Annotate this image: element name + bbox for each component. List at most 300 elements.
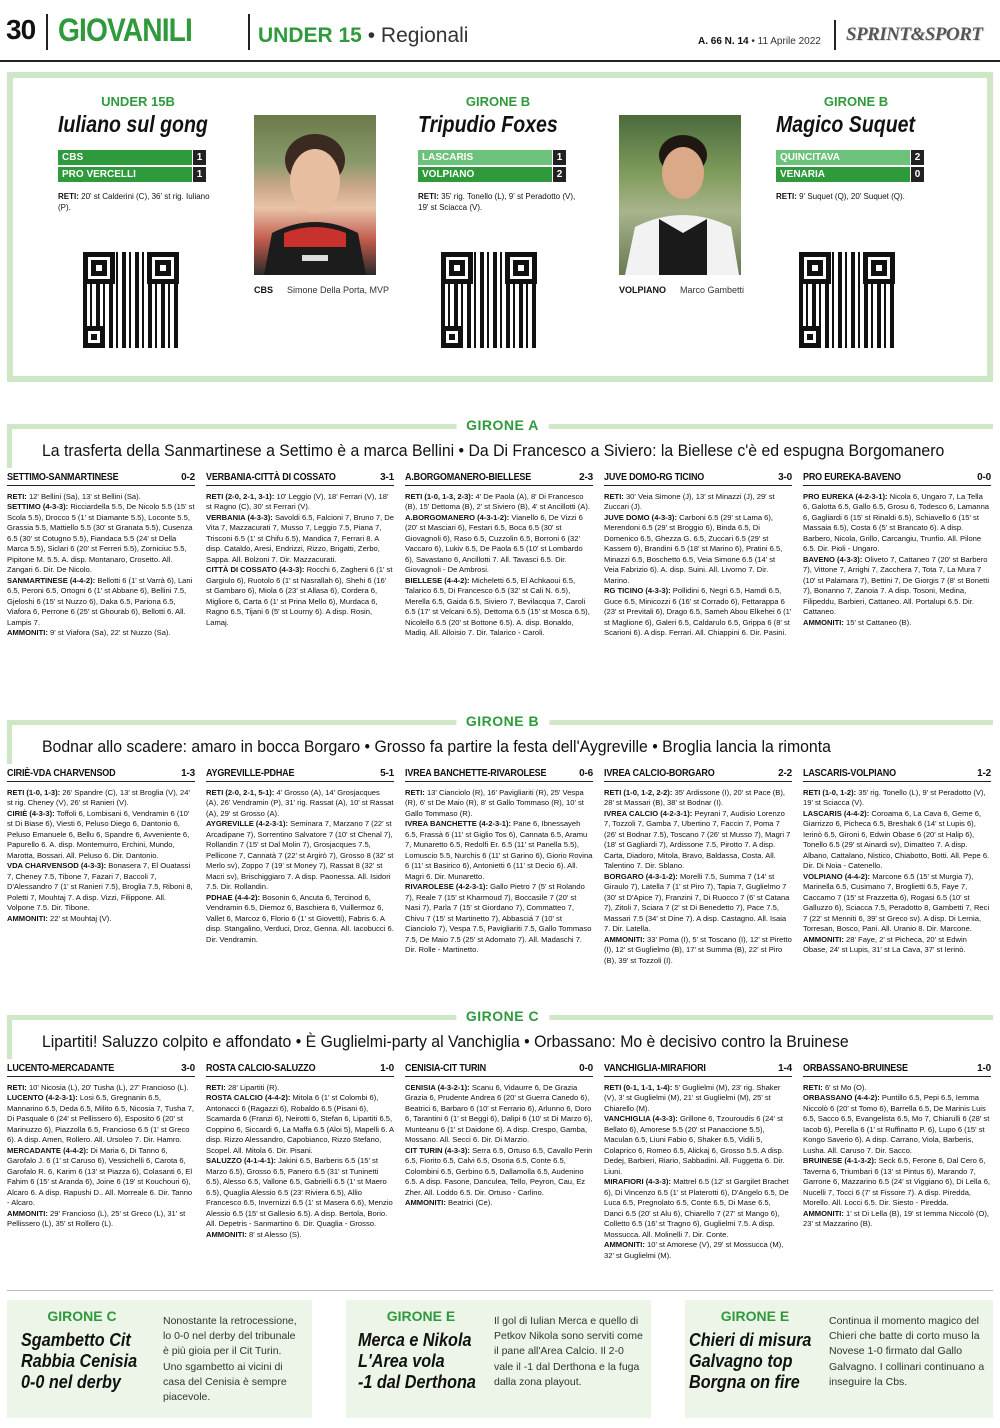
section-subtitle: UNDER 15 • Regionali [258, 24, 469, 47]
paragraph-text: Bosonin 6, Ancuta 6, Tercinod 6, Vendramin 6.5, Diemoz 6, Baschiera 6, Vuillermoz 6, Vallet 6, Marcoz 6, Florio 6 (1' st Giovetti), Fabris 6. A disp. Stangalino, Verduci, Droz, Genna. All. Iacobucci 6. Dir. Vendramin. [206, 892, 394, 944]
match-report [803, 768, 991, 956]
match-header [803, 472, 991, 486]
match-paragraph [7, 1093, 195, 1145]
match-body [604, 1083, 792, 1261]
match-body [604, 788, 792, 966]
paragraph-text: Carboni 6.5 (29' st Lama 6), Merendoni 6.5 (29' st Broggio 6), Binda 6.5, Di Domenico 6.5, Ghezza G. 6.5, Zuccari 6.5 (29' st Kassem 6), Brandini 6.5 (18' st Marino 6), Pratini 6.5, Minazzi 6.5, Boschetto 6.5, Veia Simone 6.5 (14' st Veia Fabrizio 6). A. disp. Suini. All. Livorno 7. Dir. Marino. [604, 512, 783, 585]
paragraph-text: Oliveto 7, Cattaneo 7 (20' st Barbero 7), Vittone 7, Arrighi 7, Zacchera 7, Tota 7, La Mura 7 (10' st Palamara 7), Bettini 7, De Giorgis 7 (8' st Bonetti 7), Bonanno 7, Zanoia 7. A disp. Tosoni, Medina, Filipeddu, Barbieri, Cattaneo. All. Portalupi 6.5. Dir. Cattaneo. [803, 554, 990, 617]
goals-summary [776, 192, 934, 203]
match-paragraph [803, 1209, 991, 1230]
match-header [405, 1063, 593, 1077]
paragraph-text: Micheletti 6.5, El Achkaoui 6.5, Talarico 6.5, Di Francesco 6.5 (32' st Cali N. 6.5), Merella 6.5, Gaida 6.5, Siviero 7, Bevilacqua 7, Caroli 6.5 (17' st Velcani 6.5), Dettoma 6.5 (15' st Mosca 6.5), Nicolello 6.5 (20' st Bottone 6.5). A. disp. Bonaldo, Madiq. All. Alloisio 7. Dir. Talarico - Caroli. [405, 575, 590, 638]
paragraph-text: 5' Guglielmi (M), 23' rig. Shaker (V), 3' st Guglielmi (M), 21' st Guglielmi (M), 25' st Chiarello (M). [604, 1083, 781, 1113]
match-paragraph [604, 1240, 792, 1261]
paragraph-text: Seminara 7, Marzano 7 (22' st Arcadipane 7), Sorrentino Salvatore 7 (10' st Chenal 7), Rollandin 7 (15' st Dal Molin 7), Grosjacques 7.5, Pellicone 7, Cannatà 7 (22' st Argirò 7), Grosso 8 (32' st Merlo sv), Zoppo 7 (19' st Money 7), Rassat 8 (32' st Macri sv), Brischiggiaro 7. A disp. Paonessa. All. Isidori 7.5. Dir. Rollandin. [206, 819, 394, 892]
match-score: 1-0 [977, 1063, 991, 1074]
paragraph-text: Jakini 6.5, Barberis 6.5 (15' st Marzo 6.5), Grosso 6.5, Panero 6.5 (31' st Tuninetti 6.5), Alesso 6.5, Vallone 6.5, Gabrielli 6.5 (1' st Maero 6.5), Quaglia Alessio 6.5 (23' Riviera 6.5), Allio Francesco 6.5, Invernizzi 6.5 (1' st Masera 6.6), Menzio Alessio 6.5 (15' st Gallesio 6.5). A disp. Bertola, Borio. All. Depetris - Sanmartino 6. Dir. Quaglia - Grosso. [206, 1156, 393, 1229]
match-score: 2-3 [579, 472, 593, 483]
paragraph-label: RETI (1-0, 1-2): [803, 788, 857, 797]
paragraph-text: Gallo Pietro 7 (5' st Rolando 7), Reale 7 (15' st Kharmoud 7), Boccasile 7 (20' st Nasi 7), Parla 7 (15' st Giordano 7), Commatteo 7, Chivu 7 (15' st Martinetto 7), Abbasciá 7 (10' st Cianciolo 7), Vespa 7.5, Pavigliariti 7.5, Gallo Tommaso 7.5, De Maio 7.5 (25' st Adornato 7). All. Madaschi 7. Dir. Rolle - Martinetto. [405, 882, 592, 955]
issue-number: A. 66 N. 14 [698, 36, 749, 47]
publication-logo: SPRINT&SPORT [846, 24, 983, 45]
match-paragraph [7, 809, 195, 861]
match-paragraph [405, 819, 593, 882]
match-header [604, 768, 792, 782]
match-body [604, 492, 792, 639]
match-score: 3-1 [380, 472, 394, 483]
issue-info: A. 66 N. 14 • 11 Aprile 2022 [698, 36, 821, 47]
match-teams: ROSTA CALCIO-SALUZZO [206, 1063, 316, 1074]
paragraph-label: RETI: [7, 1083, 27, 1092]
paragraph-label: IVREA CALCIO (4-2-3-1): [604, 808, 693, 818]
paragraph-label: AMMONITI: [7, 913, 48, 923]
paragraph-label: VANCHIGLIA (4-3-3): [604, 1114, 678, 1124]
paragraph-label: AMMONITI: [7, 628, 48, 638]
match-body [803, 1083, 991, 1230]
paragraph-label: RETI (1-0, 1-3, 2-3): [405, 492, 474, 501]
paragraph-text: 4' De Paola (A), 8' Di Francesco (B), 15' Dettoma (B), 2' st Siviero (B), 4' st Ancillotti (A). [405, 492, 590, 512]
match-paragraph [7, 628, 195, 638]
header-divider [248, 14, 250, 50]
paragraph-label: RETI: [604, 492, 624, 501]
match-paragraph [803, 809, 991, 872]
paragraph-text: Scanu 6, Vidaurre 6, De Grazia Grazia 6, Prudente Andrea 6 (20' st Guerra Canedo 6), Beatrici 6, Barbaro 6 (10' st Ferrario 6), Arlunno 6, Doro 6, Tarantini 6 (1' st Beggi 6), Dalipi 6 (10' st Di Marzo 6), Munteanu 6 (1' st Daidone 6). A disp. Crespo, Gamba, Mossano. All. Secci 6. Dir. Di Marzio. [405, 1083, 593, 1145]
match-report [604, 1063, 792, 1261]
match-paragraph [405, 513, 593, 576]
paragraph-text: 33' Poma (I), 5' st Toscano (I), 12' st Piretto (I), 12' st Guglielmo (B), 17' st Summa (B), 22' st Piro (B), 39' st Tozzoli (I). [604, 934, 792, 965]
match-report [7, 1063, 195, 1230]
match-teams: IVREA BANCHETTE-RIVAROLESE [405, 768, 547, 779]
girone-label: GIRONE B [456, 713, 549, 729]
match-paragraph [206, 788, 394, 819]
player-silhouette-icon [254, 115, 376, 275]
paragraph-text: 12' Bellini (Sa), 13' st Bellini (Sa). [28, 492, 141, 501]
match-paragraph [7, 576, 195, 628]
paragraph-label: IVREA BANCHETTE (4-2-3-1): [405, 819, 512, 829]
paragraph-label: RETI: [405, 788, 425, 797]
score-row [418, 167, 566, 182]
match-score: 0-0 [977, 472, 991, 483]
match-header [7, 1063, 195, 1077]
match-score: 1-4 [778, 1063, 792, 1074]
paragraph-text: Marcone 6.5 (15' st Murgia 7), Marinella 6.5, Cusimano 7, Broglietti 6.5, Faye 7, Caccamo 7 (15' st Frazzetta 6), Rogasi 6.5 (10' st Galluzzo 6), Sciacca 7.5, Peradotto 8, Gambetti 7, Reci 7 (22' st Menniti 6, 39' st Greco sv). A disp. Di Lernia, Torresan, Bosco, Pani. All. Uranio 8. Dir. Marcone. [803, 871, 990, 934]
match-paragraph [803, 1093, 991, 1156]
match-teams: CIRIÈ-VDA CHARVENSOD [7, 768, 116, 779]
paragraph-label: JUVE DOMO (4-3-3): [604, 512, 677, 522]
paragraph-label: RETI (1-0, 1-3): [7, 788, 61, 797]
match-paragraph [7, 502, 195, 575]
paragraph-label: AMMONITI: [7, 1208, 48, 1218]
match-body [7, 1083, 195, 1230]
score-row [58, 150, 206, 165]
caption-team: VOLPIANO [619, 285, 667, 295]
match-teams: CENISIA-CIT TURIN [405, 1063, 486, 1074]
summary-text: Nonostante la retrocessione, lo 0-0 nel derby del tribunale è più gioia per il Cit Turin. Uno sgambetto ai vicini di casa del Cenisia è sempre piacevole. [163, 1315, 297, 1404]
paragraph-text: Savoldi 6.5, Falcioni 7, Bruno 7, De Vita 7, Mazzacurati 7, Musso 7, Leggio 7.5, Piana 7, Trisconi 6.5 (1' st Chifu 6.5), Mandica 7, Ferrari 8. A disp. Cataldo, Aresi, Endrizzi, Rizzo, Brigatti, Zerbo, Sappa. All. Bolzoni 7. Dir. Mazzacurati. [206, 512, 394, 564]
paragraph-label: AMMONITI: [206, 1229, 247, 1239]
paragraph-text: Seck 6.5, Ferone 6, Dal Cero 6, Taverna 6, Triumbari 6 (13' st Pintus 6), Marando 7, Garrone 6, Mazzarino 6.5 (24' st Viggiano 6), Di Lella 6, Nucelli 7, Tocci 6 (7' st Fissore 7). A disp. Piredda, Morello. All. Locci 6.5. Dir. Siesto - Piredda. [803, 1156, 991, 1208]
feature-category: GIRONE B [465, 94, 531, 109]
match-body [803, 788, 991, 956]
match-paragraph [405, 1146, 593, 1198]
team-name: VOLPIANO [418, 167, 552, 182]
paragraph-label: AMMONITI: [803, 617, 844, 627]
section-title: GIOVANILI [58, 12, 192, 48]
match-paragraph [206, 565, 394, 628]
paragraph-text: Vianello 6, De Vizzi 6 (20' st Masciari 6), Festari 6.5, Boca 6.5 (30' st Giovagnoli 6), Raso 6.5, Cuzzolin 6.5, Borroni 6 (32' Vaccaro 6), Lukiv 6.5, De Paola 6.5 (10' st Lombardo 6), Savastano 6, Ancillotti 7. All. Tavasci 6.5. Dir. Giovagnoli - De Ambrosi. [405, 512, 583, 575]
paragraph-label: AMMONITI: [405, 1198, 446, 1208]
match-paragraph [803, 872, 991, 935]
paragraph-text: 28' Faye, 2' st Picheca, 20' st Edwin Obase, 24' st Lupis, 31' st La Cava, 37' st Ierinò. [803, 934, 967, 955]
paragraph-label: MERCADANTE (4-4-2): [7, 1145, 89, 1155]
paragraph-label: RETI (1-0, 1-2, 2-2): [604, 788, 673, 797]
paragraph-text: 13' Cianciolo (R), 16' Pavigliariti (R), 25' Vespa (R), 6' st De Maio (R), 8' st Gallo Tommaso (R), 10' st Gallo Tommaso (R). [405, 788, 584, 818]
match-body [206, 492, 394, 628]
paragraph-text: Pollidini 6, Negri 6.5, Hamdi 6.5, Guce 6.5, Minicozzi 6 (16' st Corrado 6), Fettarappa 6 (23' st Previtali 6), Drago 6.5, Sameh Abou Elkehei 6 (1' st Maglione 6), Galeri 6.5, Caldarulo 6.5, Grippa 6 (8' st Scarioni 6). A disp. Ferrari. All. Chiappini 6. Dir. Pasini. [604, 586, 792, 638]
paragraph-text: 15' st Cattaneo (B). [846, 617, 912, 627]
goals-label: RETI: [776, 192, 797, 201]
match-score: 1-2 [977, 768, 991, 779]
scoreboard [776, 150, 924, 182]
match-paragraph [405, 1083, 593, 1146]
match-paragraph [604, 809, 792, 872]
match-header [206, 768, 394, 782]
summary-title [21, 1330, 137, 1394]
player-photo [254, 115, 376, 275]
feature-title: Iuliano sul gong [58, 111, 208, 137]
match-report [206, 1063, 394, 1240]
team-score: 1 [193, 150, 206, 165]
featured-matches-box [7, 72, 993, 382]
girone-b-banner [7, 713, 993, 764]
goals-text: 35' rig. Tonello (L), 9' st Peradotto (V), 19' st Sciacca (V). [418, 192, 576, 212]
match-header [604, 472, 792, 486]
paragraph-text: Coroama 6, La Cava 6, Geme 6, Giarrizzo 6, Picheca 6.5, Breshak 6 (14' st Lupis 6), Ierinò 6.5, Gironi 6, Edwin Obase 6 (20' st Halip 6), Tonello 6.5 (29' st Ainardi sv), Dimatteo 7. A disp. Albano, Cattalano, Nistico, Chiabotto, Botti. All. Pepe 6. Dir. Di Noia - Catenello. [803, 808, 990, 871]
girone-c-banner [7, 1008, 993, 1059]
match-score: 0-0 [579, 1063, 593, 1074]
feature-category: UNDER 15B [101, 94, 175, 109]
caption-team: CBS [254, 285, 274, 295]
paragraph-label: ORBASSANO (4-4-2): [803, 1093, 880, 1103]
feature-category: GIRONE B [823, 94, 889, 109]
goals-label: RETI: [418, 192, 439, 201]
title-line: Sgambetto Cit [21, 1330, 131, 1350]
divider [7, 1290, 993, 1291]
match-header [206, 472, 394, 486]
team-name: CBS [58, 150, 192, 165]
match-paragraph [604, 1177, 792, 1240]
paragraph-label: VDA CHARVENSOD (4-3-3): [7, 861, 107, 871]
match-paragraph [803, 935, 991, 956]
match-body [7, 492, 195, 639]
match-paragraph [206, 1093, 394, 1156]
team-name: PRO VERCELLI [58, 167, 192, 182]
match-header [7, 768, 195, 782]
scoreboard [58, 150, 206, 182]
feature-title: Tripudio Foxes [418, 111, 558, 137]
paragraph-label: RETI: [7, 492, 27, 501]
girone-label: GIRONE A [456, 417, 549, 433]
match-body [206, 788, 394, 945]
match-paragraph [803, 555, 991, 618]
paragraph-text: Morelli 7.5, Summa 7 (14' st Giraulo 7), Latella 7 (1' st Piro 7), Tapia 7, Guglielmo 7 (30' st D'Apice 7), Franzini 7, Di Ruocco 7 (6' st Catana 7), Zitoli 7, Sciara 7 (2' st Di Benedetto 7), Pace 7.5, Massari 7.5 (34' st Dine 7). A disp. Castagno. All. Isaia 7. Dir. Latella. [604, 871, 790, 934]
match-header [803, 768, 991, 782]
qr-code-icon[interactable] [799, 252, 895, 348]
goals-text: 9' Suquet (Q), 20' Suquet (Q). [799, 192, 905, 201]
paragraph-label: AMMONITI: [604, 1240, 645, 1250]
match-paragraph [803, 492, 991, 555]
match-teams: ORBASSANO-BRUINESE [803, 1063, 908, 1074]
paragraph-text: Peyrani 7, Audisio Lorenzo 7, Tozzoli 7, Gamba 7, Ubertino 7, Faccin 7, Poma 7 (26' st Bodnar 7.5), Toscano 7 (26' st Musso 7), Magri 7 (18' st Gagliardi 7), Ardissone 7.5, Pirotto 7. A disp. Carta, Diadoro, Mitola, Bravo, Baldassa, Costa. All. Talentino 7. Dir. Sblano. [604, 808, 791, 871]
match-report [206, 472, 394, 628]
paragraph-label: PRO EUREKA (4-2-3-1): [803, 492, 888, 501]
paragraph-label: RETI (2-0, 2-1, 3-1): [206, 492, 275, 501]
match-score: 0-6 [579, 768, 593, 779]
photo-caption [254, 285, 389, 295]
paragraph-label: RETI: [803, 1083, 823, 1092]
match-teams: LUCENTO-MERCADANTE [7, 1063, 115, 1074]
feature-card [776, 94, 940, 203]
title-line: Rabbia Cenisia [21, 1351, 138, 1372]
match-paragraph [604, 492, 792, 513]
paragraph-label: RIVAROLESE (4-2-3-1): [405, 882, 488, 892]
match-teams: IVREA CALCIO-BORGARO [604, 768, 715, 779]
match-paragraph [405, 788, 593, 819]
match-paragraph [405, 1198, 593, 1208]
team-name: LASCARIS [418, 150, 552, 165]
paragraph-label: A.BORGOMANERO (4-3-1-2): [405, 512, 510, 522]
match-paragraph [7, 492, 195, 502]
paragraph-text: 29' Francioso (L), 25' st Greco (L), 31' st Pellissero (L), 35' st Rollero (L). [7, 1208, 186, 1229]
summary-box [685, 1300, 993, 1418]
match-paragraph [206, 1230, 394, 1240]
match-header [405, 472, 593, 486]
paragraph-text: 4' Grosso (A), 14' Grosjacques (A), 26' Vendramin (P), 31' rig. Rassat (A), 10' st Rassat (A), 29' st Grosso (A). [206, 788, 394, 818]
paragraph-label: BORGARO (4-3-1-2): [604, 871, 678, 881]
paragraph-text: Pane 6, Ibnessayeh 6.5, Frassà 6 (11' st Giglio Tos 6), Cannata 6.5, Aramu 7, Munaretto 6.5, Redolfi Er. 6.5 (11' st Panella 5.5), Lomuscio 5.5, Nurchis 6 (11' st Garino 6), Giorio Rovina 6 (11' st Basirico 6), Antonietti 6 (11' st Decio 6). All. Magri 6. Dir. Munaretto. [405, 819, 593, 881]
match-header [405, 768, 593, 782]
paragraph-text: Bonasera 7, El Ouatassi 7, Cheney 7.5, Tibone 7, Fazari 7, Baccoli 7, D'Alessandro 7 (1' st Ranieri 7.5), Broglia 7.5, Riboni 8, Poletti 7, Mouhtaj 7. A disp. Vizzi, Filippone. All. Volpone 7.5. Dir. Tibone. [7, 861, 193, 913]
page-header [0, 0, 1000, 62]
paragraph-label: RETI: [206, 1083, 226, 1092]
summary-title [358, 1330, 476, 1394]
summary-category: GIRONE E [720, 1308, 790, 1324]
paragraph-text: Serra 6.5, Ortuso 6.5, Cavallo Perin 6.5, Fiorito 6.5, Calvi 6.5, Osoria 6.5, Conte 6.5, Colombini 6.5, Gerbino 6.5, Dallamolla 6.5, Audenino 6.5. A disp. Fasone, Danculea, Tello, Peyron, Cau, Ez Zher. All. Loddo 6.5. Dir. Ortuso - Carlino. [405, 1145, 593, 1197]
match-report [405, 768, 593, 956]
summary-box [7, 1300, 312, 1418]
match-teams: VANCHIGLIA-MIRAFIORI [604, 1063, 706, 1074]
match-body [405, 788, 593, 956]
girone-headline: Lipartiti! Saluzzo colpito e affondato • È Guglielmi-party al Vanchiglia • Orbassano: Mo è decisivo contro la Bruinese [42, 1032, 849, 1051]
header-divider [46, 14, 48, 50]
match-paragraph [7, 914, 195, 924]
team-name: QUINCITAVA [776, 150, 910, 165]
paragraph-label: LUCENTO (4-2-3-1): [7, 1093, 78, 1103]
score-row [58, 167, 206, 182]
goals-summary [418, 192, 576, 214]
girone-headline: La trasferta della Sanmartinese a Settimo è a marca Bellini • Da Di Francesco a Siviero: la Biellese c'è ed espugna Borgomanero [42, 441, 945, 460]
paragraph-label: VOLPIANO (4-4-2): [803, 871, 871, 881]
match-paragraph [206, 1083, 394, 1093]
match-paragraph [7, 1209, 195, 1230]
qr-code-icon[interactable] [441, 252, 537, 348]
category-label: UNDER 15 [258, 24, 362, 47]
team-score: 0 [911, 167, 924, 182]
paragraph-text: 26' Spandre (C), 13' st Broglia (V), 24' st rig. Cheney (V), 26' st Ranieri (V). [7, 788, 190, 808]
girone-a-banner [7, 417, 993, 468]
match-paragraph [206, 893, 394, 945]
title-line: Merca e Nikola [358, 1330, 472, 1350]
subcategory-label: Regionali [380, 24, 469, 47]
title-line: -1 dal Derthona [358, 1372, 476, 1393]
team-score: 1 [193, 167, 206, 182]
paragraph-label: CIT TURIN (4-3-3): [405, 1145, 470, 1155]
goals-text: 20' st Calderini (C), 36' st rig. Iuliano (P). [58, 192, 210, 212]
match-paragraph [7, 788, 195, 809]
team-score: 1 [553, 150, 566, 165]
match-score: 3-0 [181, 1063, 195, 1074]
paragraph-text: 8' st Alesso (S). [249, 1229, 302, 1239]
match-paragraph [604, 788, 792, 809]
paragraph-text: Ricciardella 5.5, De Nicolo 5.5 (15' st Scola 5.5), Drocco 5 (1' st Diamante 5.5), Loconte 5.5, Grassia 5.5, Mattiello 5.5 (30' st Granata 5.5), Cusenza 6.5 (30' st Cotugno 5.5), Fiandaca 5.5 (24' st Della Marca 5.5), Siclari 6 (20' st Ferreri 5.5), Zorniciuc 5.5, Pipitone M. 5.5. A. disp. Montanaro, Crosetto. All. Zangari 6. Dir. De Nicolo. [7, 502, 195, 575]
match-header [7, 472, 195, 486]
qr-code-icon[interactable] [83, 252, 179, 348]
paragraph-label: LASCARIS (4-4-2): [803, 808, 870, 818]
match-report [206, 768, 394, 945]
paragraph-text: 22' st Mouhtaj (V). [50, 913, 112, 923]
paragraph-text: Toffoli 6, Lombisani 6, Vendramin 6 (10' st Di Biase 6), Viesti 6, Peluso Diego 6, Dantonio 6, Peluso Emanuele 6, Bellu 6, Spandre 6, Avveniente 6, Papurello 6. A. disp. Montemurro, Erchini, Mundo, Marotta, Bossari. All. Peluso 6. Dir. Dantonio. [7, 808, 190, 860]
match-body [405, 492, 593, 639]
match-paragraph [604, 935, 792, 966]
match-report [405, 472, 593, 639]
paragraph-text: 10' Nicosia (L), 20' Tusha (L), 27' Francioso (L). [28, 1083, 189, 1092]
feature-card [418, 94, 582, 214]
match-teams: SETTIMO-SANMARTINESE [7, 472, 119, 483]
paragraph-label: RG TICINO (4-3-3): [604, 586, 671, 596]
paragraph-label: SALUZZO (4-1-4-1): [206, 1156, 277, 1166]
match-teams: A.BORGOMANERO-BIELLESE [405, 472, 532, 483]
match-paragraph [803, 1156, 991, 1208]
paragraph-text: Grillone 6, Tzouroudis 6 (24' st Bellato 6), Amorese 5.5 (20' st Panaccione 5.5), Maculan 6.5, Liuni Fabio 6, Shaker 6.5, Vidili 5, Colaprico 6, Romeo 6.5, Alickaj 6, Grosso 5.5. A disp. Dedej, Barbieri, Riario, Sabbadini. All. Fuggetta 6. Dir. Liuni. [604, 1114, 785, 1176]
paragraph-text: Puntillo 6.5, Pepi 6.5, Iemma Niccolò 6 (20' st Tomo 6), Barrella 6.5, De Marinis Luis 6.5, Sacco 6.5, Evangelista 6.5, Mo 7, Chiarulli 6 (28' st Iacob 6), Perella 6 (1' st Ruffinatto P. 6), Lupo 6 (15' st Kongo Saverio 6). A disp. Carrano, Viola, Barberis, Lusha. All. Caruso 7. Dir. Sacco. [803, 1093, 990, 1155]
paragraph-label: BIELLESE (4-4-2): [405, 575, 470, 585]
paragraph-label: CIRIÈ (4-3-3): [7, 808, 55, 818]
score-row [776, 167, 924, 182]
match-paragraph [206, 1156, 394, 1229]
summary-text: Il gol di Iulian Merca e quello di Petkov Nikola sono serviti come il pane all'Area Calcio. Il 2-0 vale il -1 dal Derthona e la fuga dalla zona playout. [494, 1315, 643, 1388]
match-header [206, 1063, 394, 1077]
match-paragraph [803, 1083, 991, 1093]
match-score: 2-2 [778, 768, 792, 779]
title-line: Chieri di misura [689, 1330, 812, 1350]
paragraph-text: Di Maria 6, Di Tanno 6, Garofalo J. 6 (1' st Caruso 6), Vessichelli 6, Carota 6, Garofalo R. 6, Karim 6 (13' st Piazza 6), Colasanti 6, El Fahim 6 (15' st Aranda 6), Joine 6 (19' st Kouchouri 6), Alcaro 6. A disp. Rapushi D.. All. Morreale 6. Dir. Tanno - Alcaro. [7, 1145, 193, 1208]
paragraph-text: 35' rig. Tonello (L), 9' st Peradotto (V), 19' st Sciacca (V). [803, 788, 986, 808]
match-paragraph [604, 872, 792, 935]
match-paragraph [7, 861, 195, 913]
match-paragraph [405, 492, 593, 513]
paragraph-label: PDHAE (4-4-2): [206, 892, 261, 902]
match-paragraph [7, 1083, 195, 1093]
header-divider [834, 20, 836, 50]
paragraph-text: 6' st Mo (O). [824, 1083, 867, 1092]
match-paragraph [803, 618, 991, 628]
paragraph-text: Mitola 6 (1' st Colombi 6), Antonacci 6 (Ragazzi 6), Robaldo 6.5 (Pisani 6), Scamarda 6 (Franzi 6), Neirotti 6, Stefan 6, Lipartiti 6.5, Coppino 6, Siccardi 6, La Maffa 6.5 (Aloi 5), Mapelli 6. A disp. Rizzo Alessandro, Capobianco, Rizzo Stefano, Scopel. All. Mitola 6. Dir. Pisani. [206, 1093, 394, 1155]
summary-text: Continua il momento magico del Chieri che batte di corto muso la Novese 1-0 firmato dal Gallo Galvagno. I collinari continuano a inseguire la Cbs. [829, 1315, 985, 1388]
paragraph-text: Bellotti 6 (1' st Varrà 6), Lani 6.5, Peroni 6.5, Ortogni 6 (1' st Abbane 6), Bellini 7.5, Gjeloshi 6 (15' st Nuzzo 6), Daka 6.5, Pariona 6.5, Viafora 6, Perrone 6 (25' st Ghourab 6), Bellotti 6. All. Lampis 7. [7, 575, 193, 627]
goals-label: RETI: [58, 192, 79, 201]
match-score: 1-3 [181, 768, 195, 779]
match-body [405, 1083, 593, 1209]
match-paragraph [803, 788, 991, 809]
paragraph-text: Rocchi 6, Zagheni 6 (1' st Gargiulo 6), Ruotolo 6 (1' st Nasrallah 6), Shehi 6 (16' st Gambaro 6), Miola 6 (23' st Allasa 6), Cordera 6, Migliore 6, Carta 6 (1' st Prina Mello 6), Murdaca 6, Ragno 6.5, Tijani 6 (5' st Lourny 6). A disp. Rosin, Lamaj. [206, 565, 393, 627]
paragraph-label: ROSTA CALCIO (4-4-2): [206, 1093, 291, 1103]
summary-title [689, 1330, 811, 1394]
match-report [604, 768, 792, 966]
paragraph-label: AYGREVILLE (4-2-3-1): [206, 819, 288, 829]
caption-text: Marco Gambetti [680, 285, 745, 295]
match-body [7, 788, 195, 924]
paragraph-label: RETI (2-0, 2-1, 5-1): [206, 788, 275, 797]
match-teams: PRO EUREKA-BAVENO [803, 472, 901, 483]
match-paragraph [604, 1114, 792, 1177]
match-teams: VERBANIA-CITTÀ DI COSSATO [206, 472, 336, 483]
match-teams: LASCARIS-VOLPIANO [803, 768, 896, 779]
paragraph-label: AMMONITI: [803, 934, 844, 944]
match-paragraph [206, 819, 394, 892]
paragraph-text: 1' st Di Lella (B), 19' st Iemma Niccolò (O), 23' st Mazzarino (B). [803, 1208, 990, 1229]
page-number: 30 [6, 14, 36, 45]
match-paragraph [206, 492, 394, 513]
goals-summary [58, 192, 216, 214]
issue-date: 11 Aprile 2022 [757, 36, 821, 47]
match-paragraph [7, 1146, 195, 1209]
match-paragraph [405, 882, 593, 955]
paragraph-label: RETI (0-1, 1-1, 1-4): [604, 1083, 673, 1092]
match-paragraph [604, 586, 792, 638]
player-silhouette-icon [619, 115, 741, 275]
match-teams: JUVE DOMO-RG TICINO [604, 472, 705, 483]
title-line: 0-0 nel derby [21, 1372, 121, 1393]
match-report [405, 1063, 593, 1209]
match-score: 5-1 [380, 768, 394, 779]
paragraph-label: AMMONITI: [803, 1208, 844, 1218]
match-score: 3-0 [778, 472, 792, 483]
scoreboard [418, 150, 566, 182]
paragraph-label: CENISIA (4-3-2-1): [405, 1083, 470, 1092]
paragraph-text: Mattrel 6.5 (12' st Gargilet Brachet 6), Di Vincenzo 6.5 (1' st Platerotti 6), D'Angelo 6.5, De Luca 6.5, Pregnolato 6.5, Conte 6.5, Di Mase 6.5, Danci 6.5 (20' st Alu 6), Chiarello 7 (27' st Mango 6), Colletto 6.5 (16' st Tragno 6), Guglielmi 7.5. A disp. Mossucca. All. Molinelli 7. Dir. Conte. [604, 1177, 789, 1239]
match-paragraph [206, 513, 394, 565]
title-line: L'Area vola [358, 1351, 445, 1372]
match-body [206, 1083, 394, 1240]
paragraph-label: SANMARTINESE (4-4-2): [7, 575, 96, 585]
paragraph-text: 30' Veia Simone (J), 13' st Minazzi (J), 29' st Zuccari (J). [604, 492, 775, 512]
girone-headline: Bodnar allo scadere: amaro in bocca Borgaro • Grosso fa partire la festa dell'Aygreville • Broglia lancia la rimonta [42, 737, 831, 756]
paragraph-text: 35' Ardissone (I), 20' st Pace (B), 28' st Massari (B), 38' st Bodnar (I). [604, 788, 786, 808]
title-line: Borgna on fire [689, 1372, 800, 1393]
match-paragraph [405, 576, 593, 639]
paragraph-label: CITTÀ DI COSSATO (4-3-3): [206, 565, 305, 575]
match-score: 1-0 [380, 1063, 394, 1074]
match-report [803, 472, 991, 628]
paragraph-text: 10' Leggio (V), 18' Ferrari (V), 18' st Ragno (C), 30' st Ferrari (V). [206, 492, 389, 512]
match-report [7, 768, 195, 924]
match-header [803, 1063, 991, 1077]
paragraph-text: 9' st Viafora (Sa), 22' st Nuzzo (Sa). [50, 628, 171, 638]
summary-category: GIRONE E [386, 1308, 456, 1324]
title-line: Galvagno top [689, 1351, 793, 1372]
team-score: 2 [553, 167, 566, 182]
match-paragraph [604, 513, 792, 586]
